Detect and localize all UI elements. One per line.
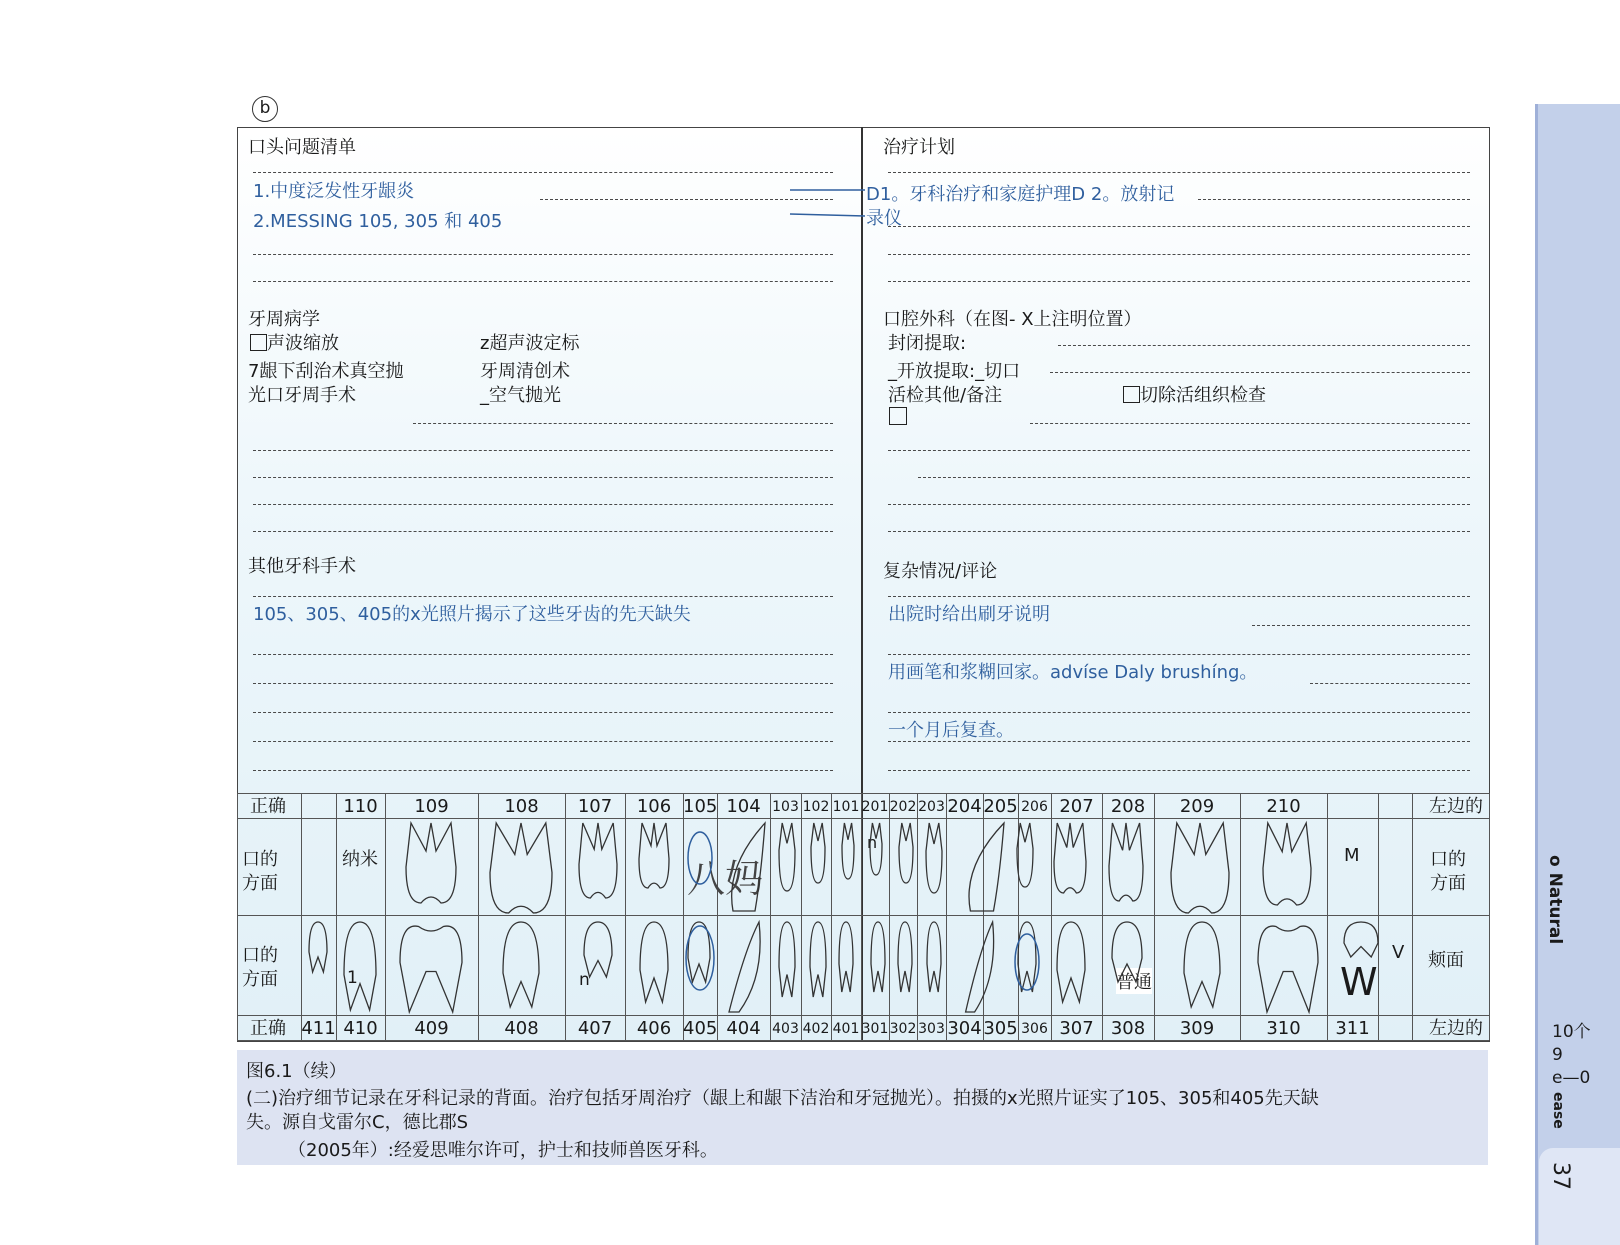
- lower-tooth-number: 410: [343, 1018, 378, 1039]
- mark-V: V: [1392, 942, 1405, 963]
- lower-tooth-number: 411: [301, 1018, 336, 1039]
- caption-body-1: (二)治疗细节记录在牙科记录的背面。治疗包括牙周治疗（龈上和龈下洁治和牙冠抛光）。拍摄的x光照片证实了105、305和405先天缺: [246, 1088, 1319, 1109]
- perio-sonic-scaling[interactable]: 声波缩放: [250, 329, 339, 355]
- tooth-outline: [899, 823, 913, 883]
- perio-surgery[interactable]: 光口牙周手术: [248, 385, 356, 406]
- biopsy-other[interactable]: 活检其他/备注: [888, 385, 1003, 406]
- problem-list-title: 口头问题清单: [248, 137, 356, 158]
- lower-tooth-number: 302: [889, 1021, 917, 1037]
- upper-tooth-number: 108: [504, 796, 539, 817]
- page-number: 37: [1548, 1162, 1573, 1190]
- sidebar-text-3: 9: [1552, 1045, 1563, 1065]
- upper-tooth-number: 102: [802, 799, 830, 815]
- tooth-outline: [732, 823, 765, 911]
- mark-n-upper: n: [867, 833, 878, 852]
- oral-surgery-title: 口腔外科（在图- X上注明位置）: [883, 309, 1142, 330]
- upper-tooth-number: 208: [1110, 796, 1146, 817]
- tooth-outline: [344, 922, 376, 1010]
- tooth-outline: [1171, 823, 1229, 913]
- plan-line-2: 录仪: [866, 208, 902, 229]
- upper-tooth-number: 104: [726, 796, 761, 817]
- tooth-outline: [640, 922, 668, 1002]
- perio-debridement[interactable]: 牙周清创术: [480, 361, 570, 382]
- lower-tooth-number: 405: [683, 1018, 718, 1039]
- mark-putong: 普通: [1116, 968, 1152, 994]
- mark-M: M: [1344, 845, 1360, 866]
- tooth-outline: [811, 823, 825, 883]
- mark-bama: 八妈: [687, 857, 764, 901]
- upper-tooth-number: 210: [1266, 796, 1301, 817]
- tooth-outline: [1018, 922, 1036, 992]
- lower-left-label: 左边的: [1429, 1018, 1483, 1039]
- tooth-outline: [1184, 922, 1220, 1007]
- lower-tooth-number: 311: [1335, 1018, 1370, 1039]
- tooth-outline: [926, 823, 942, 893]
- mark-n-lower: n: [579, 970, 590, 990]
- tooth-outline: [490, 823, 552, 913]
- sidebar-text-4: e—0: [1552, 1068, 1591, 1088]
- lower-tooth-number: 303: [918, 1021, 945, 1037]
- tooth-outline: [969, 823, 1004, 911]
- figure-marker: b: [252, 96, 278, 122]
- problem-2: 2.MESSING 105, 305 和 405: [253, 211, 503, 232]
- other-procedures-title: 其他牙科手术: [248, 556, 356, 577]
- tooth-outline: [1344, 922, 1378, 957]
- perio-subgingival[interactable]: 7龈下刮治术真空抛: [248, 361, 404, 382]
- tooth-outline: [406, 823, 456, 903]
- lower-tooth-number: 404: [726, 1018, 761, 1039]
- tooth-outline: [309, 922, 327, 972]
- perio-ultrasonic[interactable]: z超声波定标: [480, 333, 580, 354]
- periodontics-title: 牙周病学: [248, 309, 320, 330]
- upper-tooth-number: 103: [772, 799, 799, 815]
- upper-tooth-number: 105: [683, 796, 718, 817]
- tooth-outline: [1109, 823, 1143, 901]
- upper-left-label: 左边的: [1429, 796, 1483, 817]
- lower-tooth-number: 408: [504, 1018, 539, 1039]
- sidebar-text-2: 10个: [1552, 1022, 1591, 1042]
- plan-line-1: D1。牙科治疗和家庭护理D 2。放射记: [866, 184, 1175, 205]
- tooth-outline: [584, 922, 612, 977]
- other-procedures-note: 105、305、405的x光照片揭示了这些牙齿的先天缺失: [253, 604, 691, 625]
- tooth-outline: [639, 823, 669, 888]
- mark-one: 1: [347, 968, 358, 988]
- lower-tooth-number: 308: [1110, 1018, 1146, 1039]
- mark-W: W: [1340, 960, 1378, 1004]
- upper-tooth-number: 202: [889, 799, 917, 815]
- upper-tooth-number: 201: [861, 799, 889, 815]
- lower-tooth-number: 307: [1059, 1018, 1094, 1039]
- upper-oral-aspect-label-right: 口的 方面: [1430, 849, 1466, 894]
- tooth-outline: [871, 922, 885, 992]
- lower-tooth-number: 310: [1266, 1018, 1301, 1039]
- upper-tooth-number: 107: [577, 796, 613, 817]
- comment-3: 一个月后复查。: [888, 720, 1014, 741]
- tooth-outline: [503, 922, 539, 1007]
- upper-tooth-number: 207: [1059, 796, 1094, 817]
- lower-tooth-number: 402: [802, 1021, 830, 1037]
- lower-tooth-number: 403: [772, 1021, 799, 1037]
- open-extraction[interactable]: _开放提取:_切口: [888, 361, 1021, 382]
- upper-tooth-number: 205: [983, 796, 1018, 817]
- sidebar-text-5: ease: [1550, 1092, 1566, 1129]
- lower-tooth-number: 304: [947, 1018, 982, 1039]
- tooth-outline: [927, 922, 941, 992]
- upper-tooth-number: 101: [832, 799, 860, 815]
- upper-tooth-number: 209: [1179, 796, 1215, 817]
- lower-tooth-number: 306: [1021, 1021, 1048, 1037]
- comment-1: 出院时给出刷牙说明: [888, 604, 1050, 625]
- lower-tooth-number: 406: [636, 1018, 672, 1039]
- upper-oral-aspect-label: 口的 方面: [242, 849, 278, 894]
- lower-right-label: 正确: [250, 1018, 286, 1039]
- excisional-biopsy[interactable]: 切除活组织检查: [1123, 381, 1266, 407]
- tooth-outline: [898, 922, 912, 992]
- tooth-outline: [1057, 922, 1085, 1002]
- tooth-outline: [1017, 823, 1033, 887]
- lower-tooth-number: 309: [1179, 1018, 1215, 1039]
- caption-body-2: 失。源自戈雷尔C，德比郡S: [246, 1112, 468, 1133]
- buccal-aspect-label: 颊面: [1428, 950, 1464, 971]
- tooth-outline: [779, 922, 795, 997]
- upper-tooth-number: 106: [636, 796, 672, 817]
- tooth-outline: [1263, 823, 1311, 905]
- treatment-plan-title: 治疗计划: [883, 137, 955, 158]
- caption-body-3: （2005年）:经爱思唯尔许可，护士和技师兽医牙科。: [288, 1140, 718, 1161]
- tooth-outline: [400, 926, 462, 1012]
- upper-tooth-number: 110: [343, 796, 378, 817]
- tooth-outline: [870, 823, 882, 875]
- lower-tooth-number: 407: [577, 1018, 613, 1039]
- tooth-outline: [966, 922, 994, 1012]
- tooth-outline: [779, 823, 795, 891]
- sidebar-vertical-text: o Natural: [1545, 855, 1565, 945]
- tooth-outline: [842, 823, 854, 879]
- perio-air-polish[interactable]: _空气抛光: [480, 385, 561, 406]
- missing-tooth-circle: [688, 832, 712, 884]
- upper-tooth-number: 206: [1021, 799, 1048, 815]
- lower-oral-aspect-label: 口的 方面: [242, 945, 278, 990]
- upper-tooth-number: 203: [918, 799, 945, 815]
- tooth-outline: [839, 922, 853, 992]
- tooth-outline: [579, 823, 617, 898]
- closed-extraction[interactable]: 封闭提取:: [888, 333, 967, 354]
- tooth-outline: [729, 922, 760, 1012]
- upper-right-label: 正确: [250, 796, 286, 817]
- upper-tooth-number: 204: [947, 796, 982, 817]
- tooth-outline: [810, 922, 826, 997]
- lower-tooth-number: 305: [983, 1018, 1018, 1039]
- lower-tooth-number: 401: [832, 1021, 860, 1037]
- tooth-outline: [1054, 823, 1086, 893]
- upper-tooth-number: 109: [414, 796, 449, 817]
- lower-tooth-number: 301: [861, 1021, 889, 1037]
- mark-nami: 纳米: [342, 849, 378, 870]
- tooth-outline: [1112, 922, 1142, 982]
- caption-title: 图6.1（续）: [246, 1061, 347, 1082]
- complications-title: 复杂情况/评论: [883, 561, 998, 582]
- tooth-outline: [1258, 926, 1318, 1012]
- problem-1: 1.中度泛发性牙龈炎: [253, 181, 415, 202]
- lower-tooth-number: 409: [414, 1018, 449, 1039]
- comment-2: 用画笔和浆糊回家。advíse Daly brushíng。: [888, 662, 1258, 683]
